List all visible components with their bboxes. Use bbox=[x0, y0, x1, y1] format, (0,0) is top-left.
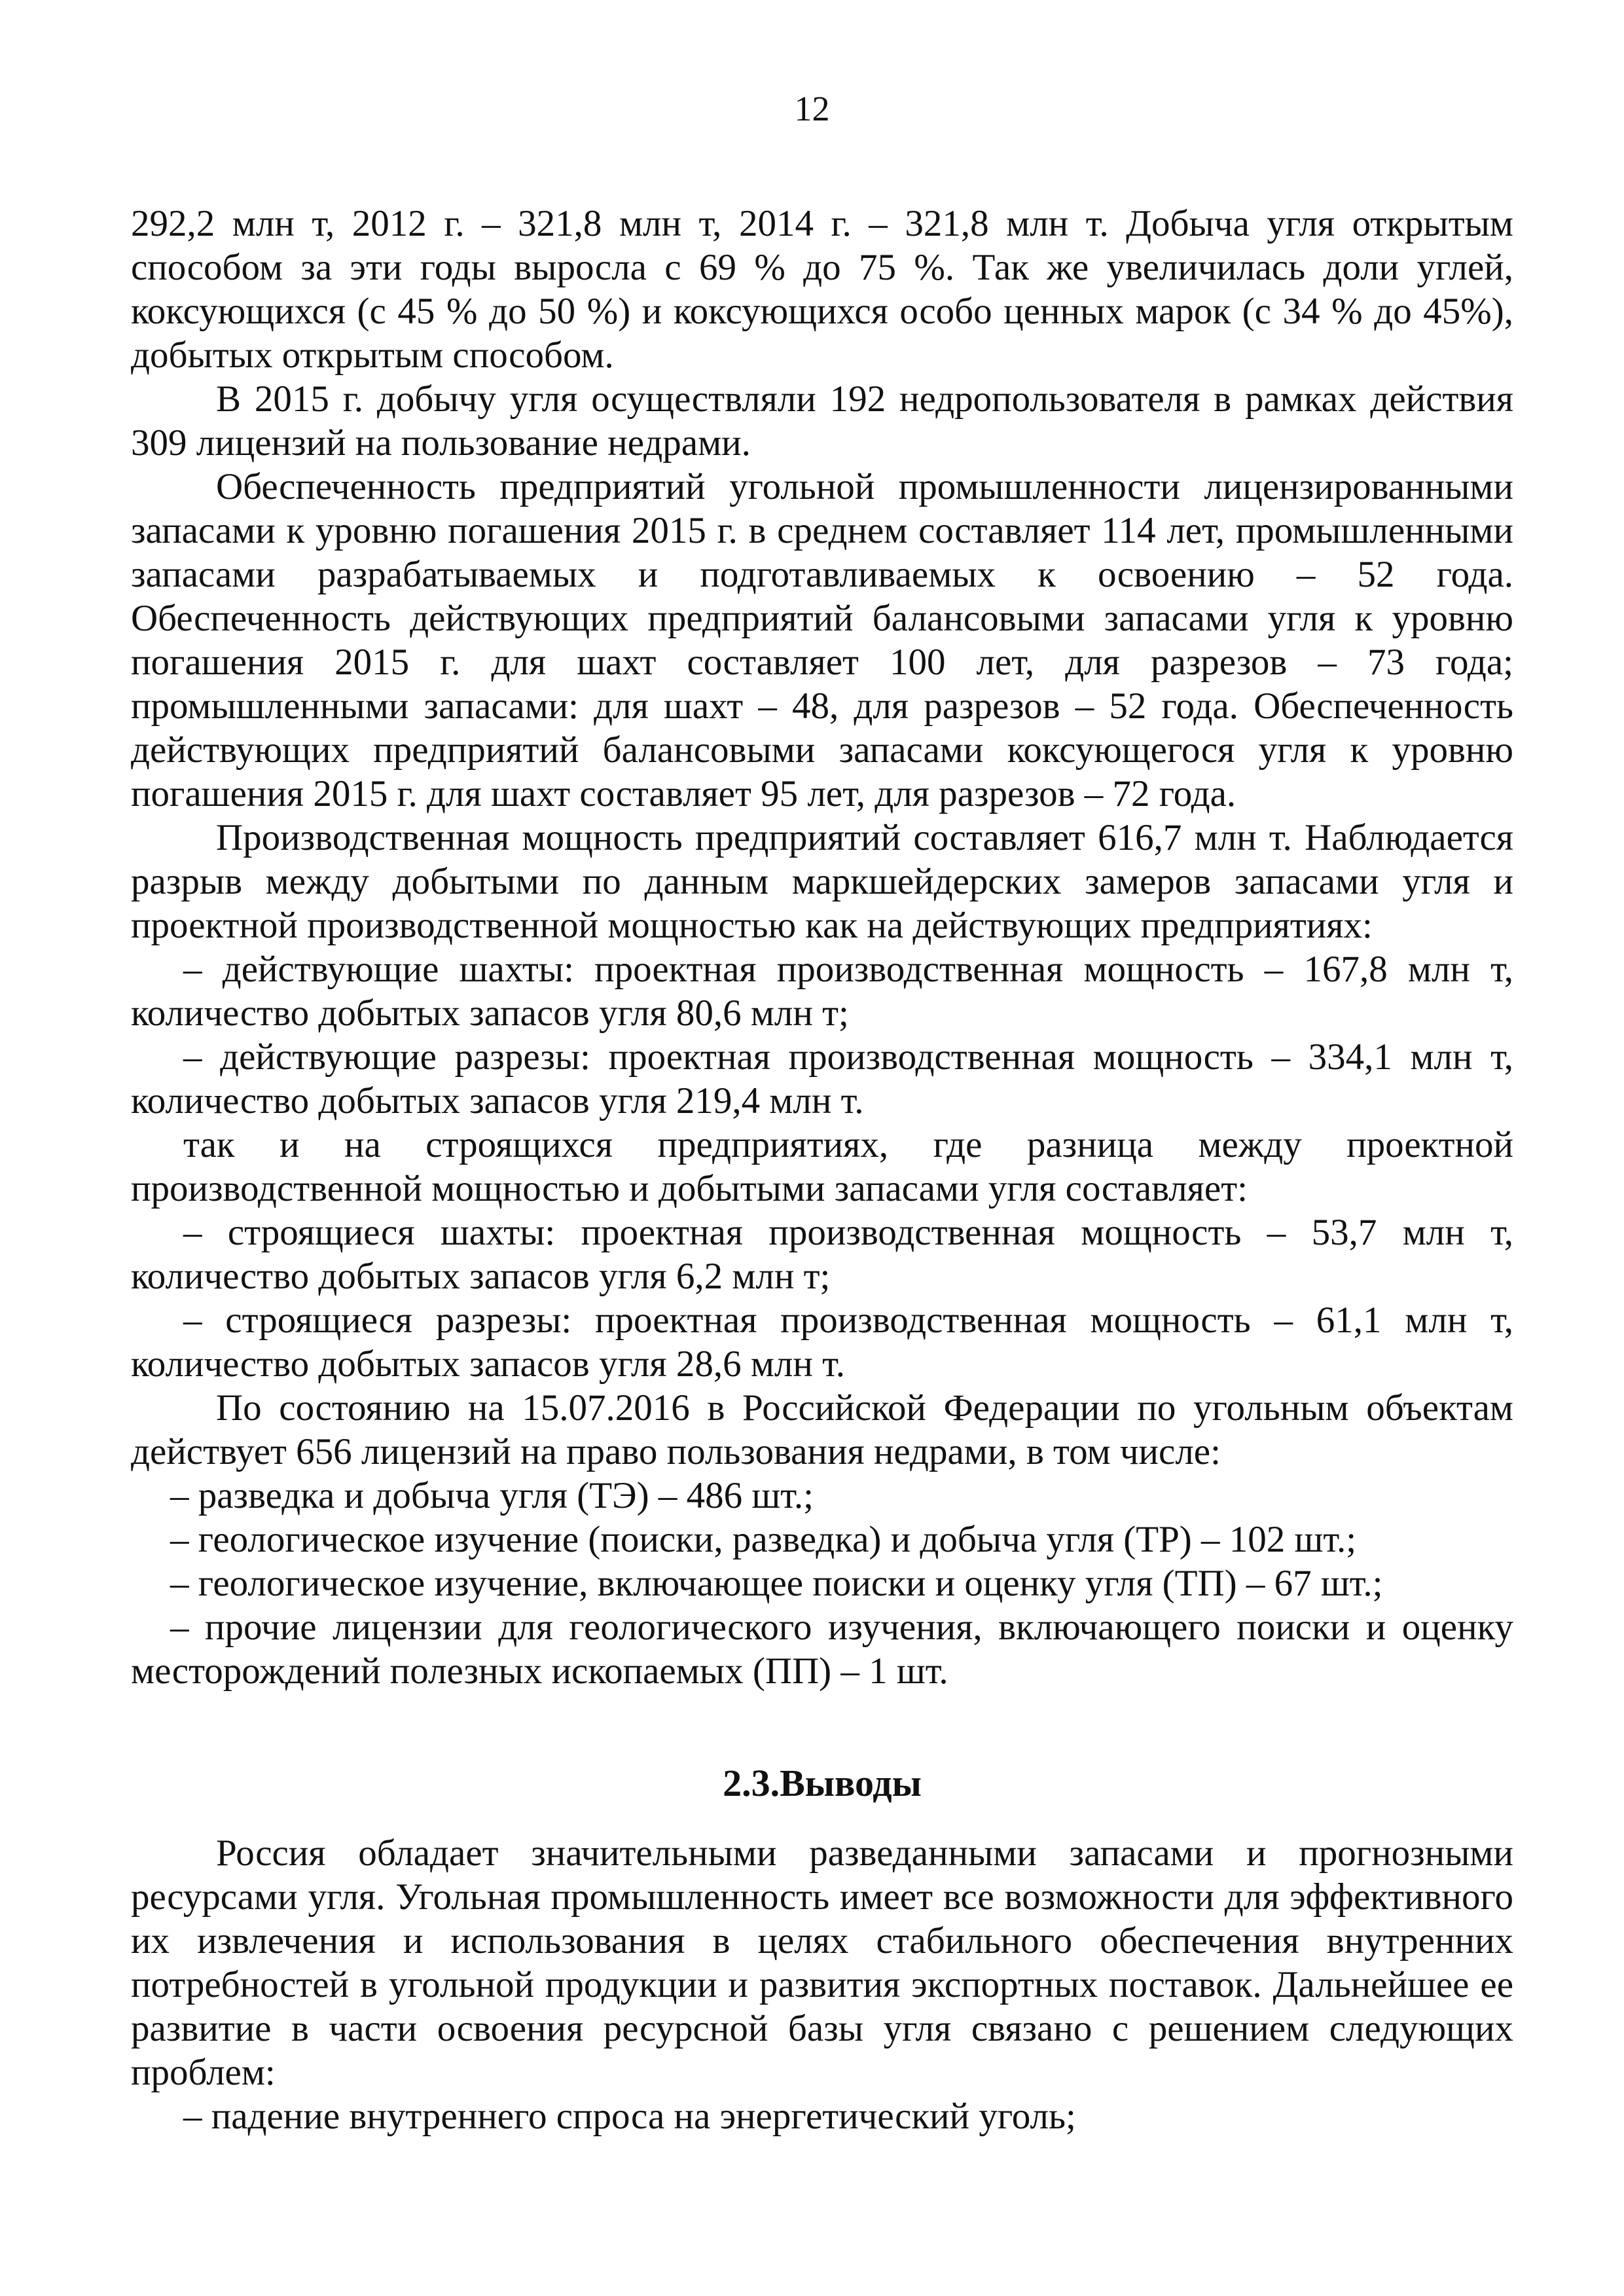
paragraph-construction-gap: так и на строящихся предприятиях, где разница между проектной производственной мощностью и добытыми запасами угля составляет: bbox=[131, 1124, 1513, 1209]
list-item-license-pp: – прочие лицензии для геологического изучения, включающего поиски и оценку месторождений полезных ископаемых (ПП) – 1 шт. bbox=[131, 1607, 1513, 1692]
list-item-construction-mines: – строящиеся шахты: проектная производственная мощность – 53,7 млн т, количество добытых запасов угля 6,2 млн т; bbox=[131, 1212, 1513, 1297]
paragraph-subsoil-users: В 2015 г. добычу угля осуществляли 192 недропользователя в рамках действия 309 лицензий на пользование недрами. bbox=[131, 378, 1513, 464]
paragraph-licenses: По состоянию на 15.07.2016 в Российской Федерации по угольным объектам действует 656 лицензий на право пользования недрами, в том числе: bbox=[131, 1387, 1513, 1472]
paragraph-conclusions: Россия обладает значительными разведанными запасами и прогнозными ресурсами угля. Угольная промышленность имеет все возможности для эффективного их извлечения и использования в целях стабильного обеспечения внутренних потребностей в угольной продукции и развития экспортных поставок. Дальнейшее ее развитие в части освоения ресурсной базы угля связано с решением следующих проблем: bbox=[131, 1832, 1513, 2093]
document-body bbox=[131, 202, 1513, 2138]
list-item-license-tr: – геологическое изучение (поиски, разведка) и добыча угля (ТР) – 102 шт.; bbox=[170, 1519, 1357, 1560]
list-item-construction-pits: – строящиеся разрезы: проектная производственная мощность – 61,1 млн т, количество добытых запасов угля 28,6 млн т. bbox=[131, 1300, 1513, 1385]
paragraph-reserves-provision: Обеспеченность предприятий угольной промышленности лицензированными запасами к уровню погашения 2015 г. в среднем составляет 114 лет, промышленными запасами разрабатываемых и подготавливаемых к освоению – 52 года. Обеспеченность действующих предприятий балансовыми запасами угля к уровню погашения 2015 г. для шахт составляет 100 лет, для разрезов – 73 года; промышленными запасами: для шахт – 48, для разрезов – 52 года. Обеспеченность действующих предприятий балансовыми запасами коксующегося угля к уровню погашения 2015 г. для шахт составляет 95 лет, для разрезов – 72 года. bbox=[131, 466, 1513, 814]
list-item-demand-decline: – падение внутреннего спроса на энергетический уголь; bbox=[183, 2096, 1076, 2137]
paragraph-coal-output: 292,2 млн т, 2012 г. – 321,8 млн т, 2014 г. – 321,8 млн т. Добыча угля открытым способом за эти годы выросла с 69 % до 75 %. Так же увеличилась доли углей, коксующихся (с 45 % до 50 %) и коксующихся особо ценных марок (с 34 % до 45%), добытых открытым способом. bbox=[131, 203, 1513, 376]
section-heading: 2.3.Выводы bbox=[723, 1762, 922, 1804]
list-item-license-te: – разведка и добыча угля (ТЭ) – 486 шт.; bbox=[170, 1475, 814, 1516]
list-item-operating-mines: – действующие шахты: проектная производственная мощность – 167,8 млн т, количество добытых запасов угля 80,6 млн т; bbox=[131, 949, 1513, 1034]
page-number: 12 bbox=[794, 89, 830, 128]
paragraph-production-capacity: Производственная мощность предприятий составляет 616,7 млн т. Наблюдается разрыв между добытыми по данным маркшейдерских замеров запасами угля и проектной производственной мощностью как на действующих предприятиях: bbox=[131, 817, 1513, 946]
list-item-operating-pits: – действующие разрезы: проектная производственная мощность – 334,1 млн т, количество добытых запасов угля 219,4 млн т. bbox=[131, 1036, 1513, 1121]
list-item-license-tp: – геологическое изучение, включающее поиски и оценку угля (ТП) – 67 шт.; bbox=[170, 1563, 1383, 1604]
